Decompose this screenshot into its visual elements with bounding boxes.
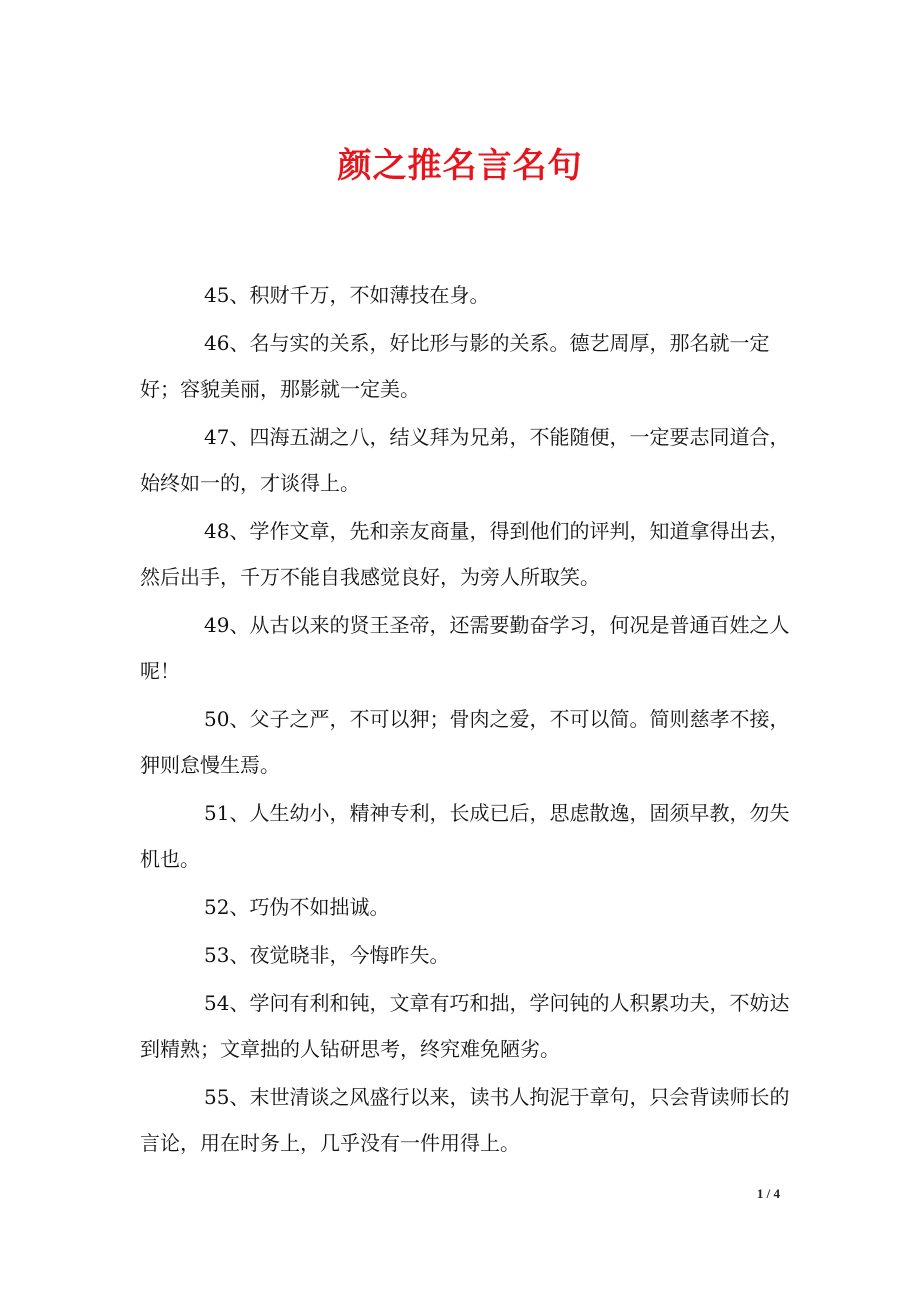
quote-paragraph: 55、末世清谈之风盛行以来，读书人拘泥于章句，只会背读师长的言论，用在时务上，几乎没有一件用得上。 (140, 1085, 790, 1155)
quote-paragraph: 54、学问有利和钝，文章有巧和拙，学问钝的人积累功夫，不妨达到精熟；文章拙的人钻研思考，终究难免陋劣。 (140, 991, 790, 1061)
quote-paragraph: 53、夜觉晓非，今悔昨失。 (204, 943, 450, 967)
quote-paragraph: 51、人生幼小，精神专利，长成已后，思虑散逸，固须早教，勿失机也。 (140, 801, 790, 871)
quote-paragraph: 48、学作文章，先和亲友商量，得到他们的评判，知道拿得出去，然后出手，千万不能自我感觉良好，为旁人所取笑。 (140, 519, 790, 589)
quote-paragraph: 49、从古以来的贤王圣帝，还需要勤奋学习，何况是普通百姓之人呢！ (140, 613, 790, 683)
quote-paragraph: 50、父子之严，不可以狎；骨肉之爱，不可以简。简则慈孝不接，狎则怠慢生焉。 (140, 707, 790, 777)
page-number: 1 / 4 (756, 1186, 780, 1201)
page-title: 颜之推名言名句 (337, 146, 583, 186)
quote-paragraph: 47、四海五湖之八，结义拜为兄弟，不能随便，一定要志同道合，始终如一的，才谈得上。 (140, 425, 790, 495)
quote-paragraph: 46、名与实的关系，好比形与影的关系。德艺周厚，那名就一定好；容貌美丽，那影就一定美。 (140, 331, 770, 401)
quote-paragraph: 45、积财千万，不如薄技在身。 (204, 283, 490, 307)
document-body (140, 272, 792, 1167)
quote-paragraph: 52、巧伪不如拙诚。 (204, 895, 390, 919)
